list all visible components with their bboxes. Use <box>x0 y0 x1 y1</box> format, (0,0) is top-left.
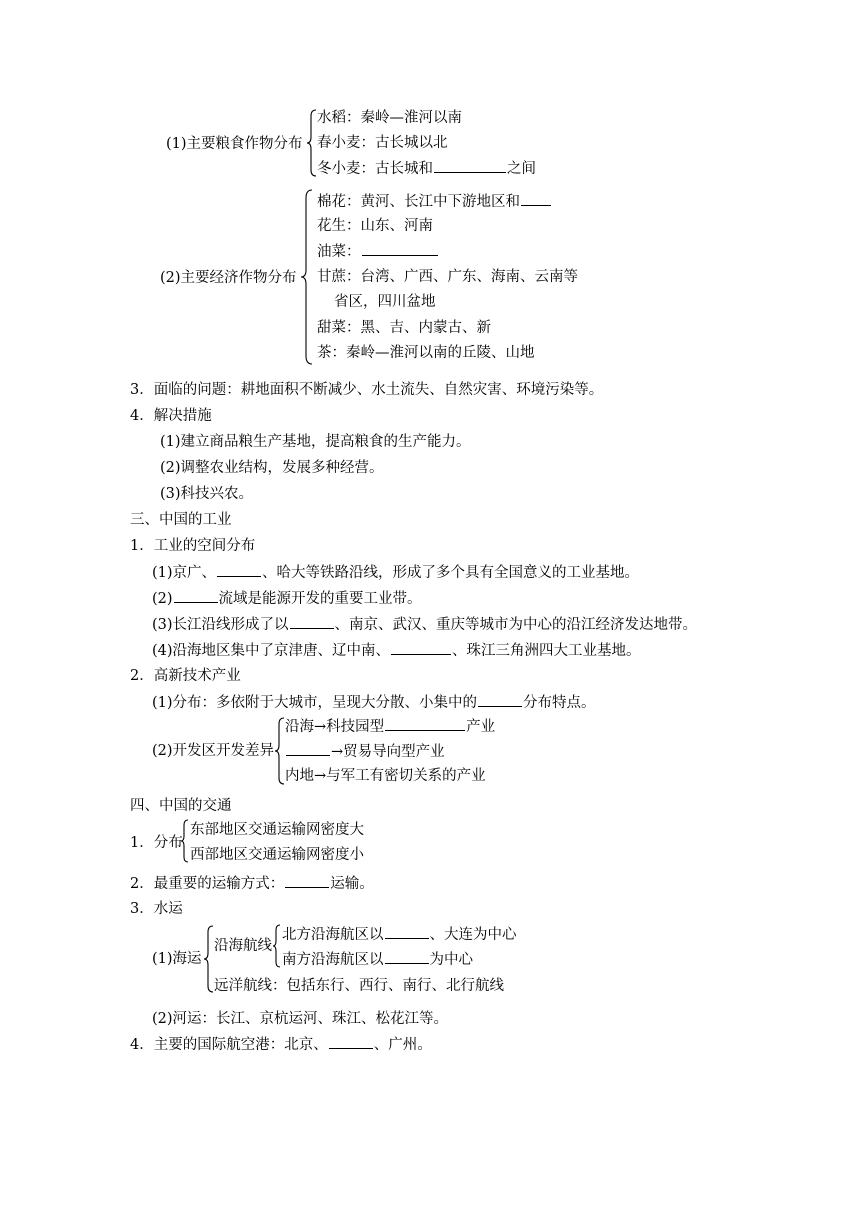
blank[interactable] <box>478 692 522 707</box>
sugarcane-line1: 甘蔗：台湾、广西、广东、海南、云南等 <box>317 269 578 285</box>
spatial-1: (1)京广、 、哈大等铁路沿线，形成了多个具有全国意义的工业基地。 <box>152 562 639 582</box>
blank[interactable] <box>385 716 465 731</box>
blank[interactable] <box>362 241 438 256</box>
blank[interactable] <box>329 1034 373 1049</box>
beet: 甜菜：黑、吉、内蒙古、新 <box>317 320 491 336</box>
measure-2: (2)调整农业结构，发展多种经营。 <box>160 460 384 476</box>
spatial-title: 1．工业的空间分布 <box>130 538 256 554</box>
economic-brace <box>300 188 314 366</box>
coastal-brace <box>272 923 282 969</box>
rape: 油菜： <box>317 241 439 261</box>
blank[interactable] <box>385 924 429 939</box>
spatial-3: (3)长江沿线形成了以 、南京、武汉、重庆等城市为中心的沿江经济发达地带。 <box>152 614 697 634</box>
coastal-label: 沿海航线 <box>214 938 272 954</box>
grain-label: (1)主要粮食作物分布 <box>166 136 303 152</box>
hitech-title: 2．高新技术产业 <box>130 668 241 684</box>
blank[interactable] <box>521 191 551 206</box>
airports: 4．主要的国际航空港：北京、 、广州。 <box>130 1034 432 1054</box>
grain-spring-wheat: 春小麦：古长城以北 <box>317 135 448 151</box>
devzone-coast: 沿海→科技园型 产业 <box>285 716 495 736</box>
blank[interactable] <box>285 873 329 888</box>
distribution-west: 西部地区交通运输网密度小 <box>190 847 364 863</box>
blank[interactable] <box>290 614 334 629</box>
sugarcane-line2: 省区，四川盆地 <box>334 294 436 310</box>
hitech-1: (1)分布：多依附于大城市，呈现大分散、小集中的 分布特点。 <box>152 692 596 712</box>
coastal-south: 南方沿海航区以 为中心 <box>282 949 473 969</box>
blank[interactable] <box>391 640 451 655</box>
measure-3: (3)科技兴农。 <box>160 486 254 502</box>
devzone-trade: →贸易导向型产业 <box>285 741 445 761</box>
hitech-2-label: (2)开发区开发差异 <box>152 743 275 759</box>
distribution-label: 1．分布 <box>130 835 183 851</box>
problems: 3．面临的问题：耕地面积不断减少、水土流失、自然灾害、环境污染等。 <box>130 382 604 398</box>
peanut: 花生：山东、河南 <box>317 218 433 234</box>
tea: 茶：秦岭—淮河以南的丘陵、山地 <box>317 345 535 361</box>
grain-rice: 水稻：秦岭—淮河以南 <box>317 110 462 126</box>
blank[interactable] <box>174 588 218 603</box>
sea-label: (1)海运 <box>152 951 202 967</box>
blank[interactable] <box>434 158 506 173</box>
coastal-north: 北方沿海航区以 、大连为中心 <box>282 924 517 944</box>
cotton: 棉花：黄河、长江中下游地区和 <box>317 191 552 211</box>
river-transport: (2)河运：长江、京杭运河、珠江、松花江等。 <box>152 1011 449 1027</box>
measures-title: 4．解决措施 <box>130 408 212 424</box>
blank[interactable] <box>385 949 429 964</box>
economic-label: (2)主要经济作物分布 <box>160 270 297 286</box>
distribution-east: 东部地区交通运输网密度大 <box>190 822 364 838</box>
blank[interactable] <box>286 741 330 756</box>
blank[interactable] <box>217 562 261 577</box>
main-transport: 2．最重要的运输方式： 运输。 <box>130 873 374 893</box>
ocean-routes: 远洋航线：包括东行、西行、南行、北行航线 <box>214 978 504 994</box>
transport-title: 四、中国的交通 <box>130 798 232 814</box>
spatial-4: (4)沿海地区集中了京津唐、辽中南、 、珠江三角洲四大工业基地。 <box>152 640 641 660</box>
water-title: 3．水运 <box>130 901 183 917</box>
industry-title: 三、中国的工业 <box>130 512 232 528</box>
spatial-2: (2) 流域是能源开发的重要工业带。 <box>152 588 422 608</box>
devzone-inland: 内地→与军工有密切关系的产业 <box>285 768 486 784</box>
measure-1: (1)建立商品粮生产基地，提高粮食的生产能力。 <box>160 434 471 450</box>
grain-winter-wheat: 冬小麦：古长城和 之间 <box>317 158 536 178</box>
distribution-brace <box>180 818 190 864</box>
